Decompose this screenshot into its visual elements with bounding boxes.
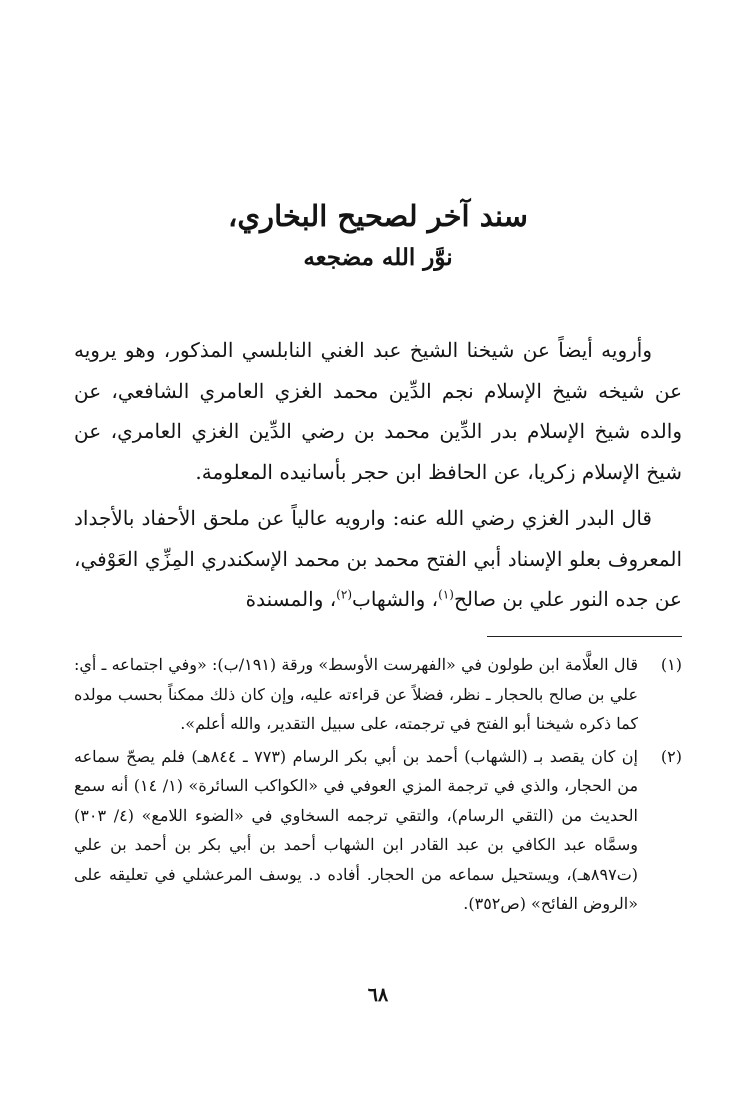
footnote-ref-2[interactable]: (٢) xyxy=(336,587,352,602)
footnote-2-text: إن كان يقصد بـ (الشهاب) أحمد بن أبي بكر الرسام (٧٧٣ ـ ٨٤٤هـ) فلم يصحّ سماعه من الحجار، والذي في ترجمة المزي العوفي في «الكواكب السائرة» (١/ ١٤) أنه سمع الحديث من (التقي الرسام)، والتقي ترجمه السخاوي في «الضوء اللامع» (٤/ ٣٠٣) وسمَّاه عبد الكافي بن عبد القادر ابن الشهاب أحمد بن أبي بكر بن أحمد بن علي (ت٨٩٧هـ)، ويستحيل سماعه من الحجار. أفاده د. يوسف المرعشلي في تعليقه على «الروض الفائح» (ص٣٥٢). xyxy=(74,746,639,913)
paragraph-2 xyxy=(74,498,682,620)
chapter-title: سند آخر لصحيح البخاري، xyxy=(228,199,528,233)
footnote-separator xyxy=(487,636,682,637)
paragraph-2-text-c: ، والمسندة xyxy=(245,587,337,611)
paragraph-2-text-a: قال البدر الغزي رضي الله عنه: وارويه عالياً عن ملحق الأحفاد بالأجداد المعروف بعلو الإسناد أبي الفتح محمد بن محمد الإسكندري المِزِّي العَوْفي، عن جده النور علي بن صالح xyxy=(74,506,682,611)
footnote-2 xyxy=(74,742,682,919)
footnotes xyxy=(74,650,682,919)
footnote-1-text: قال العلَّامة ابن طولون في «الفهرست الأوسط» ورقة (١٩١/ب): «وفي اجتماعه ـ أي: علي بن صالح بالحجار ـ نظر، فضلاً عن قراءته عليه، وإن كان ذلك ممكناً بحسب مولده كما ذكره شيخنا أبو الفتح في ترجمته، على سبيل التقدير، والله أعلم». xyxy=(74,655,639,733)
footnote-1-number: (١) xyxy=(660,655,682,674)
footnote-ref-1[interactable]: (١) xyxy=(438,587,454,602)
main-text xyxy=(74,330,682,620)
paragraph-2-text-b: ، والشهاب xyxy=(352,587,439,611)
chapter-subtitle: نوَّر الله مضجعه xyxy=(303,244,453,271)
footnote-1 xyxy=(74,650,682,739)
paragraph-1: وأرويه أيضاً عن شيخنا الشيخ عبد الغني النابلسي المذكور، وهو يرويه عن شيخه شيخ الإسلام نجم الدِّين محمد الغزي العامري الشافعي، عن والده شيخ الإسلام بدر الدِّين محمد بن رضي الدِّين الغزي العامري، عن شيخ الإسلام زكريا، عن الحافظ ابن حجر بأسانيده المعلومة. xyxy=(74,338,682,484)
page-number: ٦٨ xyxy=(367,984,389,1006)
footnote-2-number: (٢) xyxy=(660,746,682,766)
